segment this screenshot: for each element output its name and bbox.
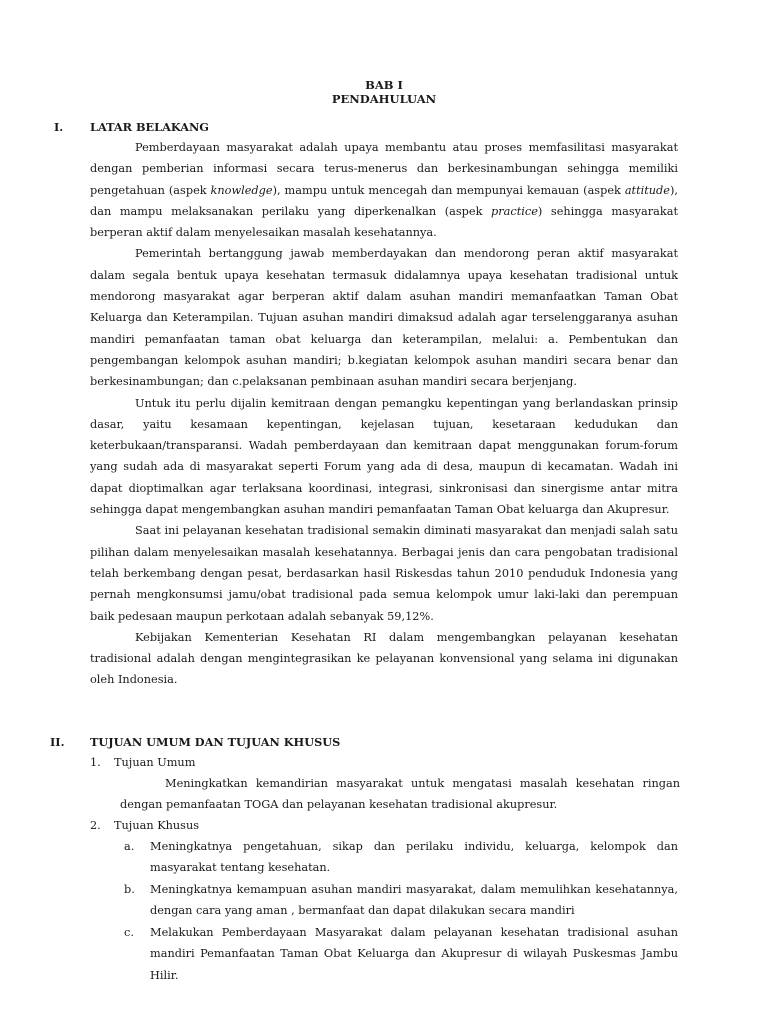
section-body bbox=[90, 137, 678, 691]
list-item-text: Melakukan Pemberdayaan Masyarakat dalam pelayanan kesehatan tradisional asuhan mandiri Pemanfaatan Taman Obat Keluarga dan Akupresur di wilayah Puskesmas Jambu Hilir. bbox=[150, 926, 678, 982]
paragraph: Pemberdayaan masyarakat adalah upaya membantu atau proses memfasilitasi masyarakat dengan pemberian informasi secara terus-menerus dan berkesinambungan sehingga memiliki pengetahuan (aspek knowledge), mampu untuk mencegah dan mempunyai kemauan (aspek attitude), dan mampu melaksanakan perilaku yang diperkenalkan (aspek practice) sehingga masyarakat berperan aktif dalam menyelesaikan masalah kesehatannya. bbox=[90, 141, 678, 240]
paragraph: Kebijakan Kementerian Kesehatan RI dalam mengembangkan pelayanan kesehatan tradisional adalah dengan mengintegrasikan ke pelayanan konvensional yang selama ini digunakan oleh Indonesia. bbox=[90, 630, 678, 687]
paragraph: Pemerintah bertanggung jawab memberdayakan dan mendorong peran aktif masyarakat dalam segala bentuk upaya kesehatan termasuk didalamnya upaya kesehatan tradisional untuk mendorong masyarakat agar berperan aktif dalam asuhan mandiri memanfaatkan Taman Obat Keluarga dan Keterampilan. Tujuan asuhan mandiri dimaksud adalah agar terselenggaranya asuhan mandiri pemanfaatan taman obat keluarga dan keterampilan, melalui: a. Pembentukan dan pengembangan kelompok asuhan mandiri; b.kegiatan kelompok asuhan mandiri secara benar dan berkesinambungan; dan c.pelaksanan pembinaan asuhan mandiri secara berjenjang. bbox=[90, 247, 678, 389]
paragraph: Saat ini pelayanan kesehatan tradisional semakin diminati masyarakat dan menjadi salah satu pilihan dalam menyelesaikan masalah kesehatannya. Berbagai jenis dan cara pengobatan tradisional telah berkembang dengan pesat, berdasarkan hasil Riskesdas tahun 2010 penduduk Indonesia yang pernah mengkonsumsi jamu/obat tradisional pada semua kelompok umur laki-laki dan perempuan baik pedesaan maupun perkotaan adalah sebanyak 59,12%. bbox=[90, 524, 678, 623]
section-title: LATAR BELAKANG bbox=[90, 120, 209, 134]
list-label: Tujuan Umum bbox=[114, 756, 196, 769]
section-number: II. bbox=[50, 735, 65, 749]
list-marker: a. bbox=[124, 840, 135, 853]
list-item-text: Meningkatnya pengetahuan, sikap dan perilaku individu, keluarga, kelompok dan masyarakat tentang kesehatan. bbox=[150, 840, 678, 875]
list-marker: b. bbox=[124, 883, 135, 896]
list-item-text: Meningkatnya kemampuan asuhan mandiri masyarakat, dalam memulihkan kesehatannya, dengan cara yang aman , bermanfaat dan dapat dilakukan secara mandiri bbox=[150, 883, 678, 918]
section-number: I. bbox=[54, 120, 64, 134]
section-title: TUJUAN UMUM DAN TUJUAN KHUSUS bbox=[90, 735, 341, 749]
list-label: Tujuan Khusus bbox=[114, 819, 200, 832]
list-number: 1. bbox=[90, 756, 101, 769]
chapter-label: BAB I bbox=[365, 78, 403, 92]
chapter-title: PENDAHULUAN bbox=[331, 92, 437, 106]
list-item-text: Meningkatkan kemandirian masyarakat untuk mengatasi masalah kesehatan ringan dengan pemanfaatan TOGA dan pelayanan kesehatan tradisional akupresur. bbox=[120, 777, 680, 812]
paragraph: Untuk itu perlu dijalin kemitraan dengan pemangku kepentingan yang berlandaskan prinsip dasar, yaitu kesamaan kepentingan, kejelasan tujuan, kesetaraan kedudukan dan keterbukaan/transparansi. Wadah pemberdayaan dan kemitraan dapat menggunakan forum-forum yang sudah ada di masyarakat seperti Forum yang ada di desa, maupun di kecamatan. Wadah ini dapat dioptimalkan agar terlaksana koordinasi, integrasi, sinkronisasi dan sinergisme antar mitra sehingga dapat mengembangkan asuhan mandiri pemanfaatan Taman Obat keluarga dan Akupresur. bbox=[90, 396, 678, 517]
list-number: 2. bbox=[90, 819, 101, 832]
list-marker: c. bbox=[124, 926, 134, 939]
